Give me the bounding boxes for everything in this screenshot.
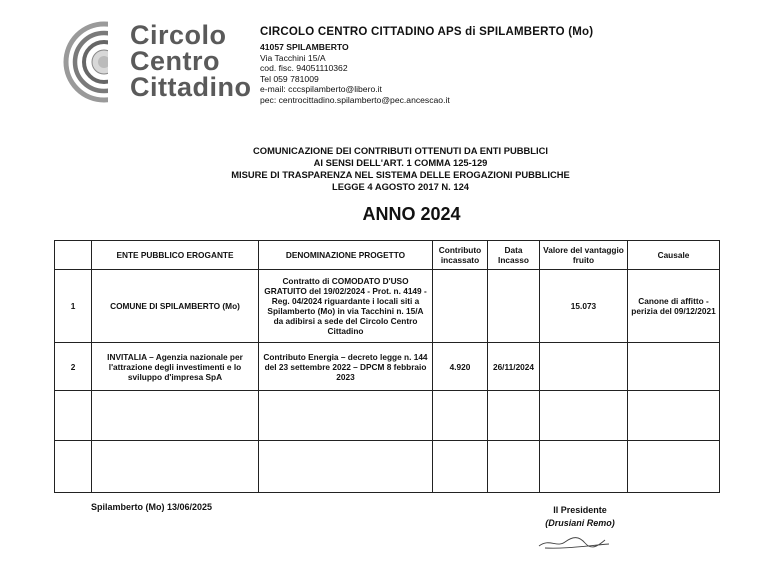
ente-name: INVITALIA xyxy=(107,351,147,362)
header-cell-number xyxy=(55,241,92,270)
empty-cell xyxy=(433,391,488,441)
table-header-row xyxy=(55,241,720,270)
data-incasso-cell xyxy=(488,270,540,343)
progetto-cell: Contributo Energia – decreto legge n. 144 del 23 settembre 2022 – DPCM 8 febbraio 2023 xyxy=(259,343,433,391)
logo-word: Circolo xyxy=(130,20,227,50)
empty-cell xyxy=(488,391,540,441)
ente-cell: COMUNE DI SPILAMBERTO (Mo) xyxy=(92,270,259,343)
logo xyxy=(62,20,252,104)
empty-cell xyxy=(92,391,259,441)
table-row-empty xyxy=(55,391,720,441)
logo-word: Cittadino xyxy=(130,72,252,102)
year-title: ANNO 2024 xyxy=(362,204,461,224)
ente-description: – Agenzia nazionale per l'attrazione degli investimenti e lo sviluppo d'impresa SpA xyxy=(108,351,243,382)
empty-cell xyxy=(55,441,92,493)
empty-cell xyxy=(92,441,259,493)
causale-cell xyxy=(628,343,720,391)
heading-line: MISURE DI TRASPARENZA NEL SISTEMA DELLE EROGAZIONI PUBBLICHE xyxy=(231,169,570,180)
email-line: e-mail: cccspilamberto@libero.it xyxy=(260,84,382,95)
empty-cell xyxy=(433,441,488,493)
header-cell-data: Data Incasso xyxy=(488,241,540,270)
empty-cell xyxy=(628,391,720,441)
handwritten-signature-icon xyxy=(535,532,615,552)
organization-header xyxy=(260,26,593,106)
header-cell-causale: Causale xyxy=(628,241,720,270)
table-row-empty xyxy=(55,441,720,493)
header-cell-ente: ENTE PUBBLICO EROGANTE xyxy=(92,241,259,270)
ente-cell xyxy=(92,343,259,391)
heading-line: LEGGE 4 AGOSTO 2017 N. 124 xyxy=(331,181,470,192)
contributo-cell: 4.920 xyxy=(433,343,488,391)
causale-cell: Canone di affitto - perizia del 09/12/2021 xyxy=(628,270,720,343)
valore-cell xyxy=(540,343,628,391)
contributo-cell xyxy=(433,270,488,343)
phone-line: Tel 059 781009 xyxy=(260,73,319,84)
empty-cell xyxy=(540,441,628,493)
organization-name: CIRCOLO CENTRO CITTADINO APS di SPILAMBERTO (Mo) xyxy=(260,26,594,38)
tax-code-line: cod. fisc. 94051110362 xyxy=(260,63,348,74)
empty-cell xyxy=(55,391,92,441)
table-row xyxy=(55,270,720,343)
communication-heading xyxy=(0,145,779,193)
empty-cell xyxy=(540,391,628,441)
contributions-table xyxy=(54,240,720,493)
logo-word: Centro xyxy=(130,46,220,76)
signature-block xyxy=(530,505,630,528)
table-row xyxy=(55,343,720,391)
empty-cell xyxy=(259,391,433,441)
valore-cell: 15.073 xyxy=(540,270,628,343)
postal-code-city: 41057 SPILAMBERTO xyxy=(260,42,349,52)
empty-cell xyxy=(628,441,720,493)
data-incasso-cell: 26/11/2024 xyxy=(488,343,540,391)
address-line: Via Tacchini 15/A xyxy=(260,52,326,63)
header-cell-progetto: DENOMINAZIONE PROGETTO xyxy=(259,241,433,270)
row-number: 2 xyxy=(55,343,92,391)
place-date: Spilamberto (Mo) 13/06/2025 xyxy=(91,502,213,512)
row-number: 1 xyxy=(55,270,92,343)
pec-line: pec: centrocittadino.spilamberto@pec.ancescao.it xyxy=(260,94,450,105)
empty-cell xyxy=(488,441,540,493)
empty-cell xyxy=(259,441,433,493)
president-name: (Drusiani Remo) xyxy=(545,518,615,528)
president-role: Il Presidente xyxy=(553,505,607,515)
logo-wordmark xyxy=(130,22,251,100)
heading-line: AI SENSI DELL'ART. 1 COMMA 125-129 xyxy=(313,157,488,168)
heading-line: COMUNICAZIONE DEI CONTRIBUTI OTTENUTI DA ENTI PUBBLICI xyxy=(253,145,548,156)
progetto-cell: Contratto di COMODATO D'USO GRATUITO del 19/02/2024 - Prot. n. 4149 - Reg. 04/2024 riguardante i locali siti a Spilamberto (Mo) in via Tacchini n. 15/A da adibirsi a sede del Circolo Centro Cittadino xyxy=(259,270,433,343)
header-cell-valore: Valore del vantaggio fruito xyxy=(540,241,628,270)
header-cell-contributo: Contributo incassato xyxy=(433,241,488,270)
